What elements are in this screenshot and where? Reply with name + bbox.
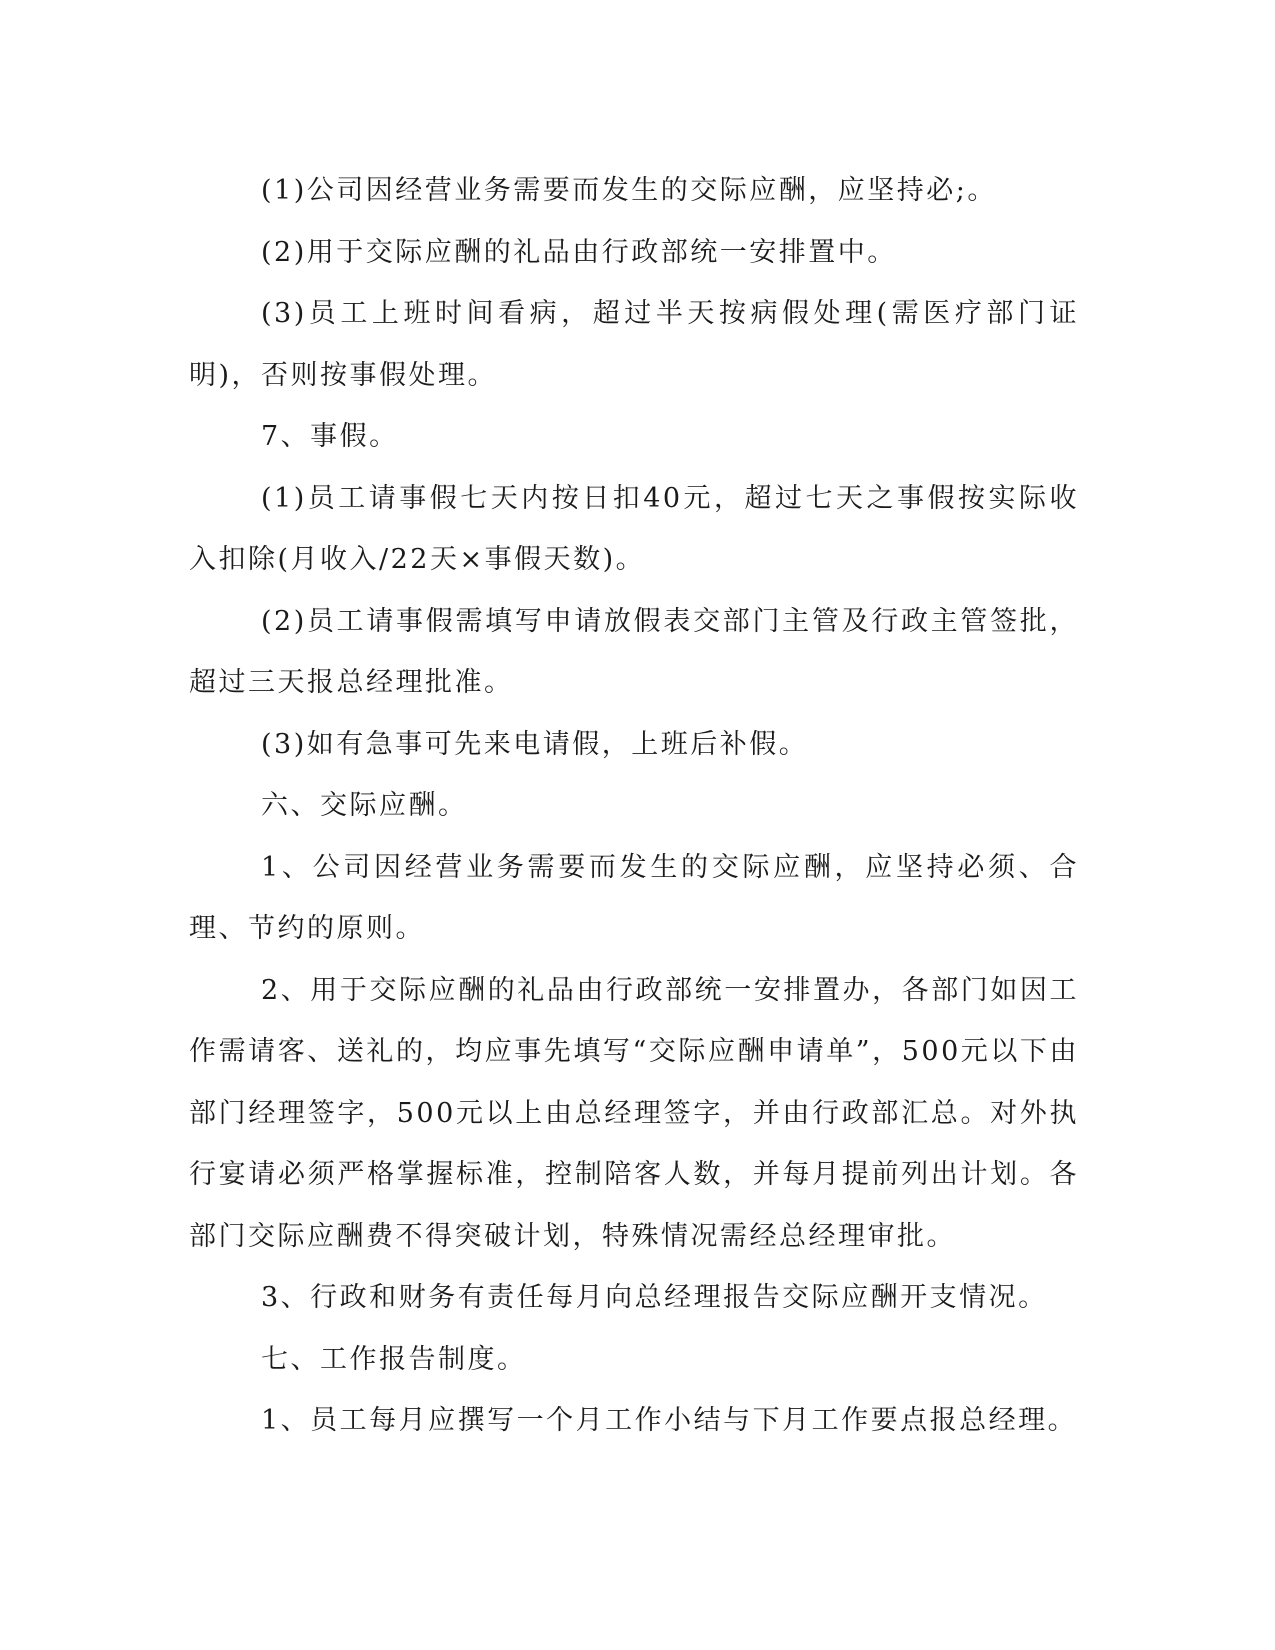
paragraph-11: 3、行政和财务有责任每月向总经理报告交际应酬开支情况。 (261, 1282, 1048, 1313)
paragraph-4: 7、事假。 (261, 421, 399, 452)
paragraph-7: (3)如有急事可先来电请假，上班后补假。 (261, 728, 809, 760)
paragraph-12: 七、工作报告制度。 (261, 1343, 527, 1375)
paragraph-6: (2)员工请事假需填写申请放假表交部门主管及行政主管签批，超过三天报总经理批准。 (189, 605, 1079, 698)
paragraph-10: 2、用于交际应酬的礼品由行政部统一安排置办，各部门如因工作需请客、送礼的，均应事先填写“交际应酬申请单”，500元以下由部门经理签字，500元以上由总经理签字，并由行政部汇总。对外执行宴请必须严格掌握标准，控制陪客人数，并每月提前列出计划。各部门交际应酬费不得突破计划，特殊情况需经总经理审批。 (189, 974, 1079, 1252)
paragraph-2: (2)用于交际应酬的礼品由行政部统一安排置中。 (261, 236, 897, 268)
paragraph-1: (1)公司因经营业务需要而发生的交际应酬，应坚持必;。 (261, 175, 997, 206)
paragraph-5: (1)员工请事假七天内按日扣40元，超过七天之事假按实际收入扣除(月收入/22天×事假天数)。 (189, 482, 1079, 575)
document-body (189, 160, 1079, 1452)
paragraph-8: 六、交际应酬。 (261, 790, 468, 821)
paragraph-9: 1、公司因经营业务需要而发生的交际应酬，应坚持必须、合理、节约的原则。 (189, 851, 1079, 944)
paragraph-3: (3)员工上班时间看病，超过半天按病假处理(需医疗部门证明)，否则按事假处理。 (189, 298, 1079, 391)
paragraph-13: 1、员工每月应撰写一个月工作小结与下月工作要点报总经理。 (261, 1405, 1078, 1436)
